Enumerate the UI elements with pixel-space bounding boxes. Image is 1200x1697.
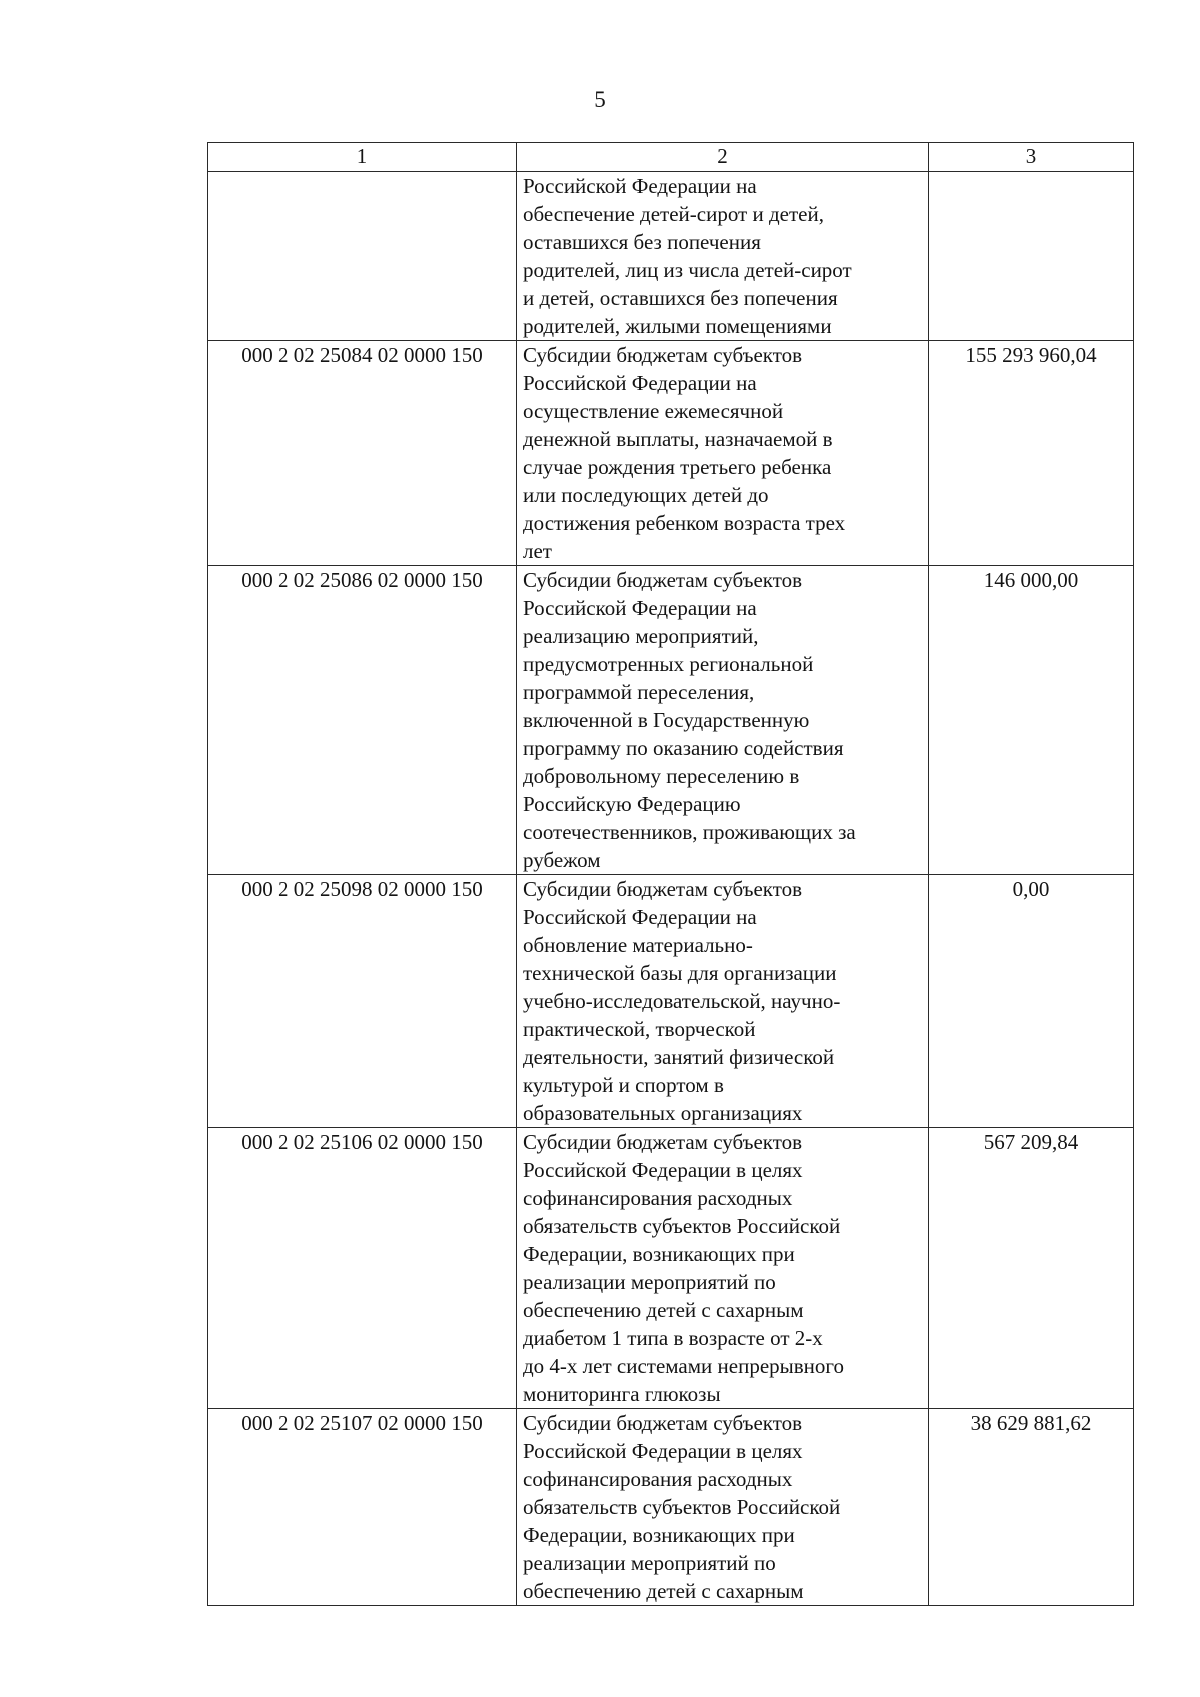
- description-line: включенной в Государственную: [523, 708, 810, 732]
- amount-cell: 146 000,00: [929, 566, 1134, 875]
- table-body: [208, 172, 1134, 1606]
- description-line: Федерации, возникающих при: [523, 1523, 795, 1547]
- description-line: предусмотренных региональной: [523, 652, 814, 676]
- description-line: реализации мероприятий по: [523, 1551, 776, 1575]
- description-line: Субсидии бюджетам субъектов: [523, 877, 803, 901]
- description-line: достижения ребенком возраста трех: [523, 511, 846, 535]
- column-header-description: 2: [517, 143, 929, 172]
- description-line: учебно-исследовательской, научно-: [523, 989, 841, 1013]
- description-line: Субсидии бюджетам субъектов: [523, 568, 803, 592]
- description-line: до 4-х лет системами непрерывного: [523, 1354, 844, 1378]
- budget-code-cell: 000 2 02 25098 02 0000 150: [208, 875, 517, 1128]
- table-row: [208, 875, 1134, 1128]
- budget-code-cell: 000 2 02 25086 02 0000 150: [208, 566, 517, 875]
- description-line: Субсидии бюджетам субъектов: [523, 1130, 803, 1154]
- description-line: Российской Федерации на: [523, 371, 757, 395]
- description-line: программу по оказанию содействия: [523, 736, 844, 760]
- description-line: денежной выплаты, назначаемой в: [523, 427, 833, 451]
- description-line: родителей, лиц из числа детей-сирот: [523, 258, 852, 282]
- description-line: образовательных организациях: [523, 1101, 803, 1125]
- amount-cell: 38 629 881,62: [929, 1409, 1134, 1606]
- description-line: практической, творческой: [523, 1017, 756, 1041]
- table-row: [208, 341, 1134, 566]
- description-cell: [517, 341, 929, 566]
- budget-code-cell: 000 2 02 25106 02 0000 150: [208, 1128, 517, 1409]
- description-line: осуществление ежемесячной: [523, 399, 784, 423]
- description-line: Российской Федерации в целях: [523, 1158, 803, 1182]
- table-header: [208, 143, 1134, 172]
- description-line: добровольному переселению в: [523, 764, 800, 788]
- description-cell: [517, 1409, 929, 1606]
- description-line: диабетом 1 типа в возрасте от 2-х: [523, 1326, 823, 1350]
- description-line: Российской Федерации в целях: [523, 1439, 803, 1463]
- description-line: обновление материально-: [523, 933, 753, 957]
- description-line: соотечественников, проживающих за: [523, 820, 856, 844]
- description-line: случае рождения третьего ребенка: [523, 455, 832, 479]
- description-cell: [517, 172, 929, 341]
- description-line: программой переселения,: [523, 680, 755, 704]
- table-row: [208, 1409, 1134, 1606]
- description-line: обеспечению детей с сахарным: [523, 1298, 804, 1322]
- description-line: обязательств субъектов Российской: [523, 1214, 841, 1238]
- description-line: Субсидии бюджетам субъектов: [523, 1411, 803, 1435]
- amount-cell: [929, 172, 1134, 341]
- description-line: оставшихся без попечения: [523, 230, 761, 254]
- description-line: обеспечение детей-сирот и детей,: [523, 202, 824, 226]
- description-line: Субсидии бюджетам субъектов: [523, 343, 803, 367]
- amount-cell: 155 293 960,04: [929, 341, 1134, 566]
- description-line: лет: [523, 539, 552, 563]
- description-line: Российскую Федерацию: [523, 792, 741, 816]
- description-line: реализацию мероприятий,: [523, 624, 759, 648]
- description-line: деятельности, занятий физической: [523, 1045, 835, 1069]
- description-line: Российской Федерации на: [523, 596, 757, 620]
- description-line: софинансирования расходных: [523, 1186, 793, 1210]
- description-line: рубежом: [523, 848, 601, 872]
- description-line: Российской Федерации на: [523, 174, 757, 198]
- description-line: Российской Федерации на: [523, 905, 757, 929]
- description-line: и детей, оставшихся без попечения: [523, 286, 838, 310]
- page-number: 5: [594, 87, 606, 112]
- budget-code-cell: 000 2 02 25084 02 0000 150: [208, 341, 517, 566]
- table-row: [208, 172, 1134, 341]
- column-header-code: 1: [208, 143, 517, 172]
- description-line: родителей, жилыми помещениями: [523, 314, 832, 338]
- description-cell: [517, 875, 929, 1128]
- description-line: реализации мероприятий по: [523, 1270, 776, 1294]
- description-line: обеспечению детей с сахарным: [523, 1579, 804, 1603]
- amount-cell: 567 209,84: [929, 1128, 1134, 1409]
- description-line: мониторинга глюкозы: [523, 1382, 721, 1406]
- column-header-amount: 3: [929, 143, 1134, 172]
- description-line: Федерации, возникающих при: [523, 1242, 795, 1266]
- table-row: [208, 566, 1134, 875]
- budget-code-cell: [208, 172, 517, 341]
- description-line: технической базы для организации: [523, 961, 837, 985]
- description-line: обязательств субъектов Российской: [523, 1495, 841, 1519]
- budget-code-cell: 000 2 02 25107 02 0000 150: [208, 1409, 517, 1606]
- header-row: [208, 143, 1134, 172]
- description-line: культурой и спортом в: [523, 1073, 724, 1097]
- description-line: софинансирования расходных: [523, 1467, 793, 1491]
- table-row: [208, 1128, 1134, 1409]
- description-cell: [517, 1128, 929, 1409]
- description-line: или последующих детей до: [523, 483, 769, 507]
- amount-cell: 0,00: [929, 875, 1134, 1128]
- description-cell: [517, 566, 929, 875]
- budget-table: [207, 142, 1134, 1606]
